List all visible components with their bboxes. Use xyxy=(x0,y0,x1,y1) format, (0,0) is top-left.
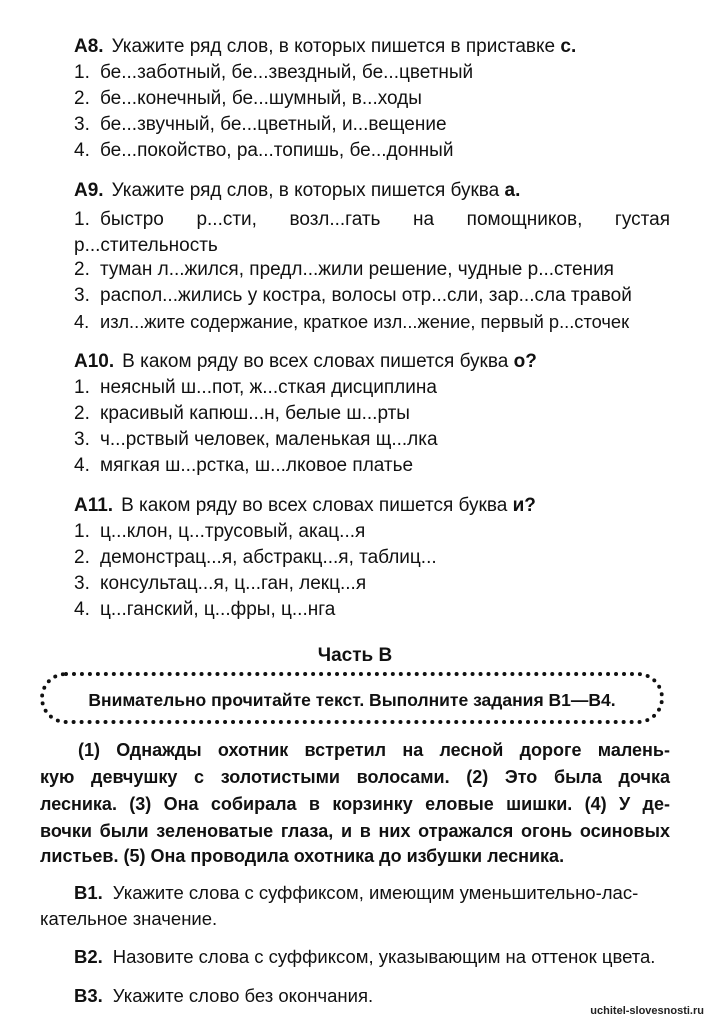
question-text: Укажите ряд слов, в которых пишется в приставке xyxy=(111,36,556,57)
question-a11-heading xyxy=(74,495,536,517)
question-letter: а. xyxy=(504,180,521,201)
option-a8-4: 4. бе...покойство, ра...топишь, бе...донный xyxy=(74,140,454,161)
question-letter: о? xyxy=(513,351,537,372)
question-number: А8. xyxy=(74,36,104,57)
text-line-1: (1) Однажды охотник встретил на лесной дороге малень- xyxy=(78,740,670,760)
option-a8-1: 1. бе...заботный, бе...звездный, бе...цветный xyxy=(74,62,474,83)
question-a8-heading xyxy=(74,36,576,58)
task-b2: В2. Назовите слова с суффиксом, указывающим на оттенок цвета. xyxy=(74,946,656,967)
option-a8-2: 2. бе...конечный, бе...шумный, в...ходы xyxy=(74,88,422,109)
option-a9-2: 2. туман л...жился, предл...жили решение, чудные р...стения xyxy=(74,259,614,280)
task-b1-continued: кательное значение. xyxy=(40,908,218,929)
question-letter: с. xyxy=(560,36,577,57)
option-a11-1: 1. ц...клон, ц...трусовый, акац...я xyxy=(74,521,366,542)
option-a9-1: 1. быстро р...сти, возл...гать на помощников, густая р...стительность xyxy=(74,209,670,256)
question-text: В каком ряду во всех словах пишется буква xyxy=(121,495,508,516)
instruction-text: Внимательно прочитайте текст. Выполните задания В1—В4. xyxy=(88,690,616,710)
question-number: А10. xyxy=(74,351,115,372)
option-a10-2: 2. красивый капюш...н, белые ш...рты xyxy=(74,403,410,424)
text-line-5: листьев. (5) Она проводила охотника до избушки лесника. xyxy=(40,846,565,866)
question-number: А11. xyxy=(74,495,114,516)
question-text: Укажите ряд слов, в которых пишется буква xyxy=(111,180,500,201)
question-text: В каком ряду во всех словах пишется буква xyxy=(122,351,509,372)
question-a9-heading xyxy=(74,180,520,202)
part-b-title: Часть В xyxy=(317,645,393,666)
text-line-4: вочки были зеленоватые глаза, и в них отражался огонь осиновых xyxy=(40,821,670,841)
task-label: В3. xyxy=(74,985,103,1006)
question-letter: и? xyxy=(512,495,536,516)
option-a10-4: 4. мягкая ш...рстка, ш...лковое платье xyxy=(74,455,414,476)
site-watermark: uchitel-slovesnosti.ru xyxy=(590,1005,704,1017)
option-a9-3: 3. распол...жились у костра, волосы отр...сли, зар...сла травой xyxy=(74,285,632,306)
option-a11-4: 4. ц...ганский, ц...фры, ц...нга xyxy=(74,599,336,620)
option-a10-3: 3. ч...рствый человек, маленькая щ...лка xyxy=(74,429,438,450)
text-line-3: лесника. (3) Она собирала в корзинку еловые шишки. (4) У де- xyxy=(40,794,670,814)
text-line-2: кую девчушку с золотистыми волосами. (2) Это была дочка xyxy=(40,767,670,787)
option-a9-4: 4. изл...жите содержание, краткое изл...жение, первый р...сточек xyxy=(74,311,630,332)
option-a8-3: 3. бе...звучный, бе...цветный, и...вещение xyxy=(74,114,447,135)
option-a11-3: 3. консультац...я, ц...ган, лекц...я xyxy=(74,573,367,594)
task-b3: В3. Укажите слово без окончания. xyxy=(74,985,374,1006)
option-a10-1: 1. неясный ш...пот, ж...сткая дисциплина xyxy=(74,377,437,398)
question-number: А9. xyxy=(74,180,104,201)
task-label: В1. xyxy=(74,882,103,903)
option-a11-2: 2. демонстрац...я, абстракц...я, таблиц... xyxy=(74,547,437,568)
question-a10-heading xyxy=(74,351,537,373)
task-label: В2. xyxy=(74,946,103,967)
task-b1: В1. Укажите слова с суффиксом, имеющим уменьшительно-лас- xyxy=(74,882,639,903)
